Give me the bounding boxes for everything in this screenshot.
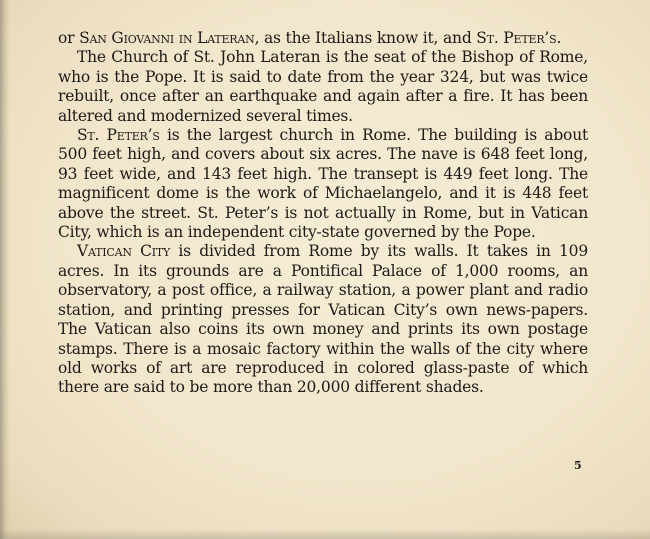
text-run: . — [556, 29, 562, 47]
lead-term: St. Peter’s — [77, 126, 160, 145]
body-text — [58, 29, 588, 398]
page-number: 5 — [574, 459, 582, 472]
paragraph-vatican-city — [58, 242, 588, 397]
lead-term: Vatican City — [77, 242, 171, 261]
term-san-giovanni: San Giovanni in Lateran — [79, 29, 255, 47]
paragraph-text: is divided from Rome by its walls. It takes in 109 acres. In its grounds are a Pontifical Palace of 1,000 rooms, an observatory, a post office, a railway station, a power plant and radio station, and printing presses for Vatican City’s own news-papers. The Vatican also coins its own money and prints its own postage stamps. There is a mosaic factory within the walls of the city where old works of art are reproduced in colored glass-paste of which there are said to be more than 20,000 different shades. — [58, 242, 588, 397]
paragraph-text: The Church of St. John Lateran is the seat of the Bishop of Rome, who is the Pope. It is said to date from the year 324, but was twice rebuilt, once after an earthquake and again after a fire. It has been altered and modernized several times. — [58, 48, 588, 125]
paragraph-continuation — [58, 29, 588, 48]
paragraph-st-peters — [58, 126, 588, 242]
paragraph-lateran — [58, 48, 588, 126]
text-run: or — [58, 29, 80, 47]
term-st-peters: St. Peter’s — [476, 29, 557, 47]
text-run: , as the Italians know it, and — [254, 29, 477, 47]
paragraph-text: is the largest church in Rome. The building is about 500 feet high, and covers about six acres. The nave is 648 feet long, 93 feet wide, and 143 feet high. The transept is 449 feet long. The magnificent dome is the work of Michaelangelo, and it is 448 feet above the street. St. Peter’s is not actually in Rome, but in Vatican City, which is an independent city-state governed by the Pope. — [58, 126, 589, 242]
